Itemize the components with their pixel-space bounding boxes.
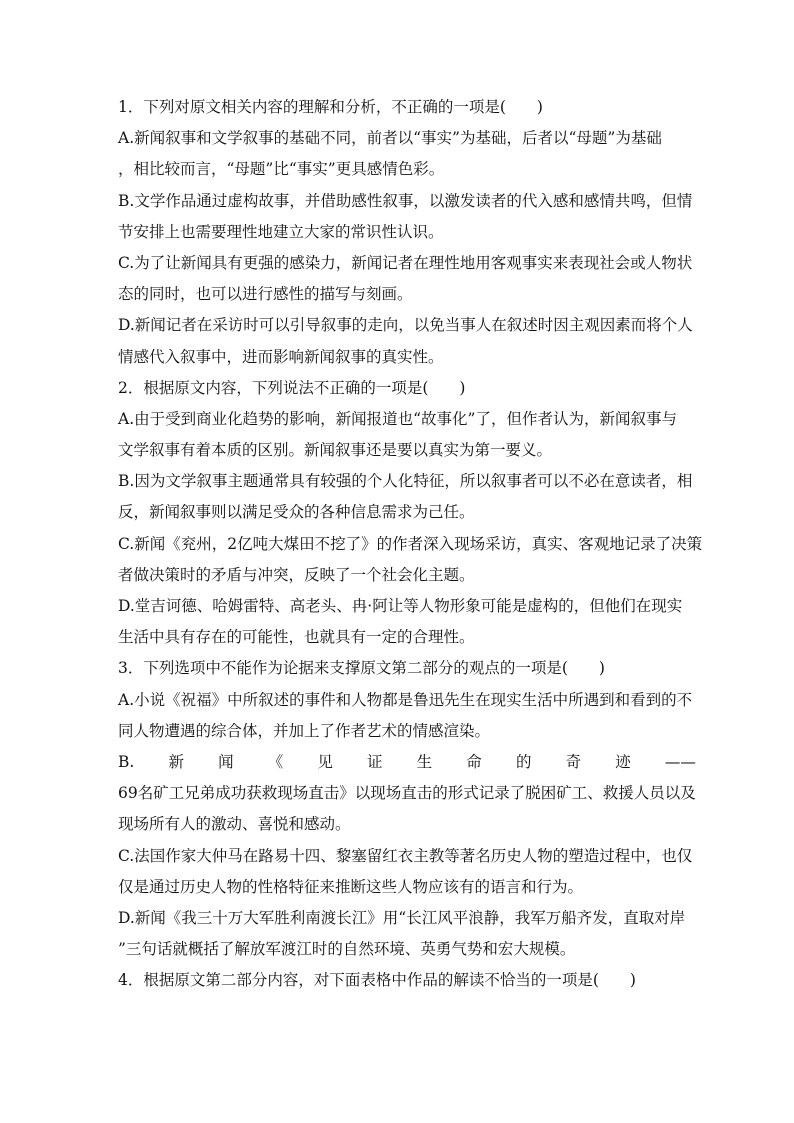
question-3 (118, 653, 696, 965)
question-4 (118, 965, 696, 996)
option-line: A.由于受到商业化趋势的影响，新闻报道也“故事化”了，但作者认为，新闻叙事与 (118, 409, 677, 428)
question-stem: 4．根据原文第二部分内容，对下面表格中作品的解读不恰当的一项是( ) (118, 971, 636, 990)
option-line: 69名矿工兄弟成功获救现场直击》以现场直击的形式记录了脱困矿工、救援人员以及 (118, 784, 696, 803)
option-line: 反，新闻叙事则以满足受众的各种信息需求为己任。 (118, 503, 475, 522)
option-line: B.文学作品通过虚构故事，并借助感性叙事，以激发读者的代入感和感情共鸣，但情 (118, 191, 693, 210)
option-line: 生活中具有存在的可能性，也就具有一定的合理性。 (118, 628, 475, 647)
option-c (118, 248, 696, 310)
option-c (118, 841, 696, 903)
option-line: ，相比较而言，“母题”比“事实”更具感情色彩。 (118, 160, 445, 179)
option-line: 同人物遭遇的综合体，并加上了作者艺术的情感渲染。 (118, 721, 491, 740)
option-line: C.为了让新闻具有更强的感染力，新闻记者在理性地用客观事实来表现社会或人物状 (118, 253, 693, 272)
document-page (118, 92, 703, 996)
spread-char: 迹 (615, 752, 631, 771)
option-line: D.新闻《我三十万大军胜利南渡长江》用“长江风平浪静，我军万船齐发，直取对岸 (118, 908, 686, 927)
option-b (118, 466, 696, 528)
option-justified-line (118, 747, 696, 778)
option-a (118, 685, 696, 747)
option-line: D.堂吉诃德、哈姆雷特、高老头、冉·阿让等人物形象可能是虚构的，但他们在现实 (118, 597, 683, 615)
option-c (118, 529, 703, 591)
option-line: 文学叙事有着本质的区别。新闻叙事还是要以真实为第一要义。 (118, 441, 553, 460)
option-line: 态的同时，也可以进行感性的描写与刻画。 (118, 285, 413, 304)
option-d (118, 310, 696, 372)
spread-char: 《 (267, 752, 284, 771)
option-line: 仅是通过历史人物的性格特征来推断这些人物应该有的语言和行为。 (118, 877, 584, 896)
spread-char: B. (118, 752, 135, 771)
option-line: C.新闻《兖州，2亿吨大煤田不挖了》的作者深入现场采访，真实、客观地记录了决策 (118, 534, 703, 553)
option-line: D.新闻记者在采访时可以引导叙事的走向，以免当事人在叙述时因主观因素而将个人 (118, 316, 693, 335)
option-line: 者做决策时的矛盾与冲突，反映了一个社会化主题。 (118, 565, 475, 584)
option-line: 情感代入叙事中，进而影响新闻叙事的真实性。 (118, 347, 444, 366)
spread-char: 命 (466, 752, 482, 771)
question-stem: 3．下列选项中不能作为论据来支撑原文第二部分的观点的一项是( ) (118, 659, 605, 678)
spread-char: 生 (416, 752, 433, 771)
option-d (118, 903, 696, 965)
option-b (118, 186, 696, 248)
option-a (118, 123, 696, 185)
spread-char: —— (664, 752, 696, 771)
option-line: ”三句话就概括了解放军渡江时的自然环境、英勇气势和宏大规模。 (118, 940, 576, 959)
spread-char: 新 (168, 752, 184, 771)
option-b (118, 747, 696, 841)
question-stem: 1．下列对原文相关内容的理解和分析，不正确的一项是( ) (118, 98, 543, 116)
spread-char: 闻 (218, 752, 234, 771)
option-d (118, 591, 696, 653)
option-line: 现场所有人的激动、喜悦和感动。 (118, 815, 351, 834)
spread-char: 的 (515, 752, 532, 771)
option-line: A.小说《祝福》中所叙述的事件和人物都是鲁迅先生在现实生活中所遇到和看到的不 (118, 690, 693, 709)
option-a (118, 404, 696, 466)
question-stem: 2．根据原文内容，下列说法不正确的一项是( ) (118, 378, 466, 397)
option-line: A.新闻叙事和文学叙事的基础不同，前者以“事实”为基础，后者以“母题”为基础 (118, 129, 662, 148)
option-line: C.法国作家大仲马在路易十四、黎塞留红衣主教等著名历史人物的塑造过程中，也仅 (118, 846, 693, 865)
spread-char: 见 (317, 752, 333, 771)
option-line: B.因为文学叙事主题通常具有较强的个人化特征，所以叙事者可以不必在意读者，相 (118, 472, 693, 491)
spread-char: 奇 (565, 752, 582, 771)
spread-char: 证 (367, 752, 383, 771)
option-line: 节安排上也需要理性地建立大家的常识性认识。 (118, 222, 444, 241)
question-2 (118, 373, 703, 654)
question-1 (118, 92, 696, 373)
